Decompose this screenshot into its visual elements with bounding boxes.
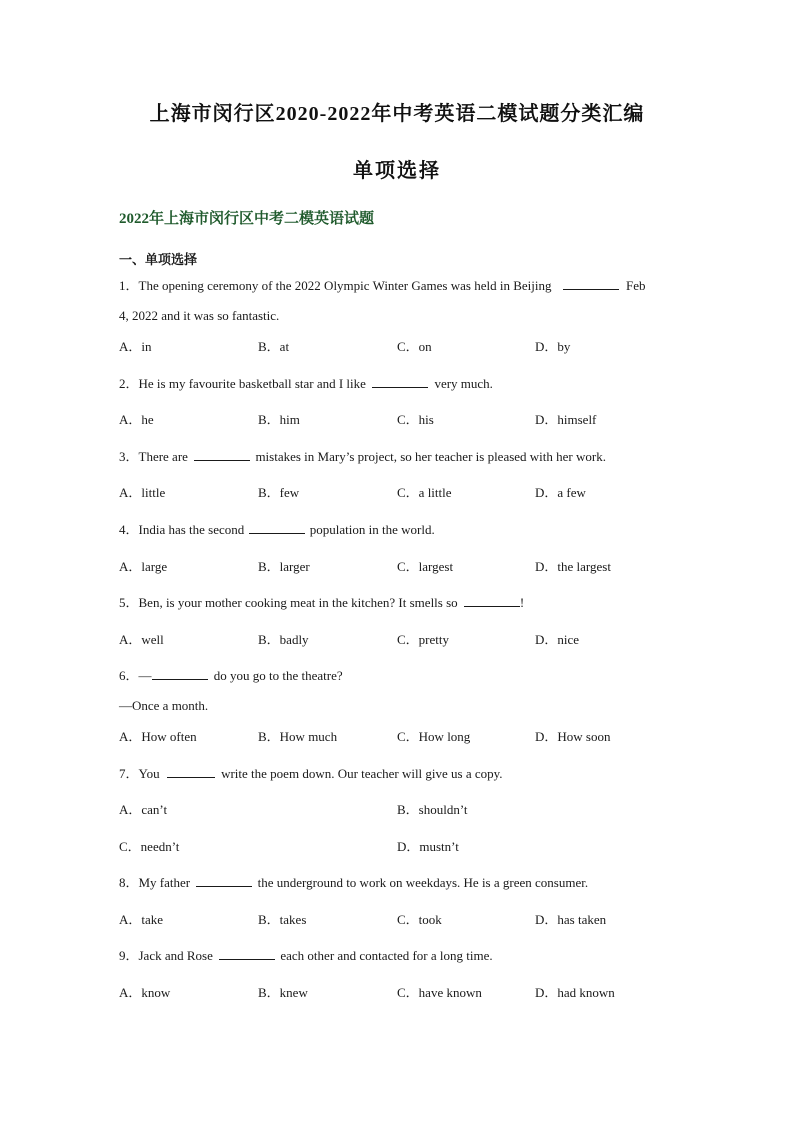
option-c: C．How long <box>397 729 471 744</box>
answer-blank <box>563 277 619 290</box>
option-d: D．had known <box>535 985 615 1000</box>
option-c: C．have known <box>397 985 482 1000</box>
option-b: B．badly <box>258 632 309 647</box>
option-b: B．him <box>258 412 300 427</box>
answer-blank <box>167 765 215 778</box>
option-c: C．on <box>397 339 432 354</box>
question-5-text: 5．Ben, is your mother cooking meat in the kitchen? It smells so <box>119 595 458 610</box>
answer-blank <box>196 874 252 887</box>
answer-blank <box>194 448 250 461</box>
question-9-text: 9．Jack and Rose <box>119 948 213 963</box>
option-b: B．larger <box>258 559 310 574</box>
answer-blank <box>249 521 305 534</box>
question-4 <box>119 519 435 538</box>
document-subtitle: 单项选择 <box>353 160 441 182</box>
option-a: A．can’t <box>119 802 168 817</box>
answer-blank <box>152 667 208 680</box>
question-1-line-2: 4, 2022 and it was so fantastic. <box>119 308 280 323</box>
question-2 <box>119 373 493 392</box>
option-d: D．has taken <box>535 912 607 927</box>
question-8 <box>119 872 588 891</box>
question-8-text: 8．My father <box>119 875 191 890</box>
option-b: B．takes <box>258 912 307 927</box>
question-1-text-end: Feb <box>625 278 646 293</box>
question-6-text-end: do you go to the theatre? <box>213 668 343 683</box>
option-a: A．take <box>119 912 164 927</box>
option-b: B．few <box>258 485 300 500</box>
option-d: D．mustn’t <box>397 839 459 854</box>
question-5-text-end: ! <box>519 595 525 610</box>
option-c: C．his <box>397 412 434 427</box>
answer-blank <box>464 594 520 607</box>
question-2-text: 2．He is my favourite basketball star and I like <box>119 376 366 391</box>
part-title: 一、单项选择 <box>119 252 198 267</box>
option-c: C．needn’t <box>119 839 180 854</box>
option-a: A．well <box>119 632 164 647</box>
option-d: D．himself <box>535 412 597 427</box>
option-d: D．by <box>535 339 571 354</box>
question-7-text: 7．You <box>119 766 160 781</box>
answer-blank <box>372 375 428 388</box>
question-6-text: 6．— <box>119 668 152 683</box>
option-d: D．nice <box>535 632 580 647</box>
question-3 <box>119 446 606 465</box>
question-6-answer-line: —Once a month. <box>119 698 209 713</box>
option-a: A．he <box>119 412 154 427</box>
answer-blank <box>219 947 275 960</box>
option-b: B．knew <box>258 985 308 1000</box>
section-title: 2022年上海市闵行区中考二模英语试题 <box>119 211 375 227</box>
question-1-text: 1．The opening ceremony of the 2022 Olympic Winter Games was held in Beijing <box>119 278 552 293</box>
option-d: D．a few <box>535 485 586 500</box>
question-8-text-end: the underground to work on weekdays. He is a green consumer. <box>257 875 589 890</box>
option-b: B．How much <box>258 729 338 744</box>
question-7 <box>119 763 503 782</box>
question-3-text-end: mistakes in Mary’s project, so her teacher is pleased with her work. <box>255 449 606 464</box>
question-3-text: 3．There are <box>119 449 188 464</box>
option-c: C．a little <box>397 485 452 500</box>
option-b: B．shouldn’t <box>397 802 468 817</box>
option-b: B．at <box>258 339 290 354</box>
question-4-text-end: population in the world. <box>309 522 435 537</box>
question-5 <box>119 592 524 611</box>
question-6 <box>119 665 343 684</box>
option-a: A．little <box>119 485 166 500</box>
question-4-text: 4．India has the second <box>119 522 245 537</box>
question-9-text-end: each other and contacted for a long time. <box>280 948 493 963</box>
question-1 <box>119 275 645 294</box>
option-c: C．largest <box>397 559 454 574</box>
option-c: C．pretty <box>397 632 449 647</box>
option-c: C．took <box>397 912 442 927</box>
option-a: A．How often <box>119 729 197 744</box>
option-a: A．in <box>119 339 152 354</box>
document-title: 上海市闵行区2020-2022年中考英语二模试题分类汇编 <box>149 103 645 125</box>
option-a: A．know <box>119 985 171 1000</box>
option-d: D．How soon <box>535 729 611 744</box>
question-2-text-end: very much. <box>434 376 493 391</box>
option-a: A．large <box>119 559 168 574</box>
option-d: D．the largest <box>535 559 611 574</box>
question-7-text-end: write the poem down. Our teacher will give us a copy. <box>221 766 503 781</box>
question-9 <box>119 945 493 964</box>
